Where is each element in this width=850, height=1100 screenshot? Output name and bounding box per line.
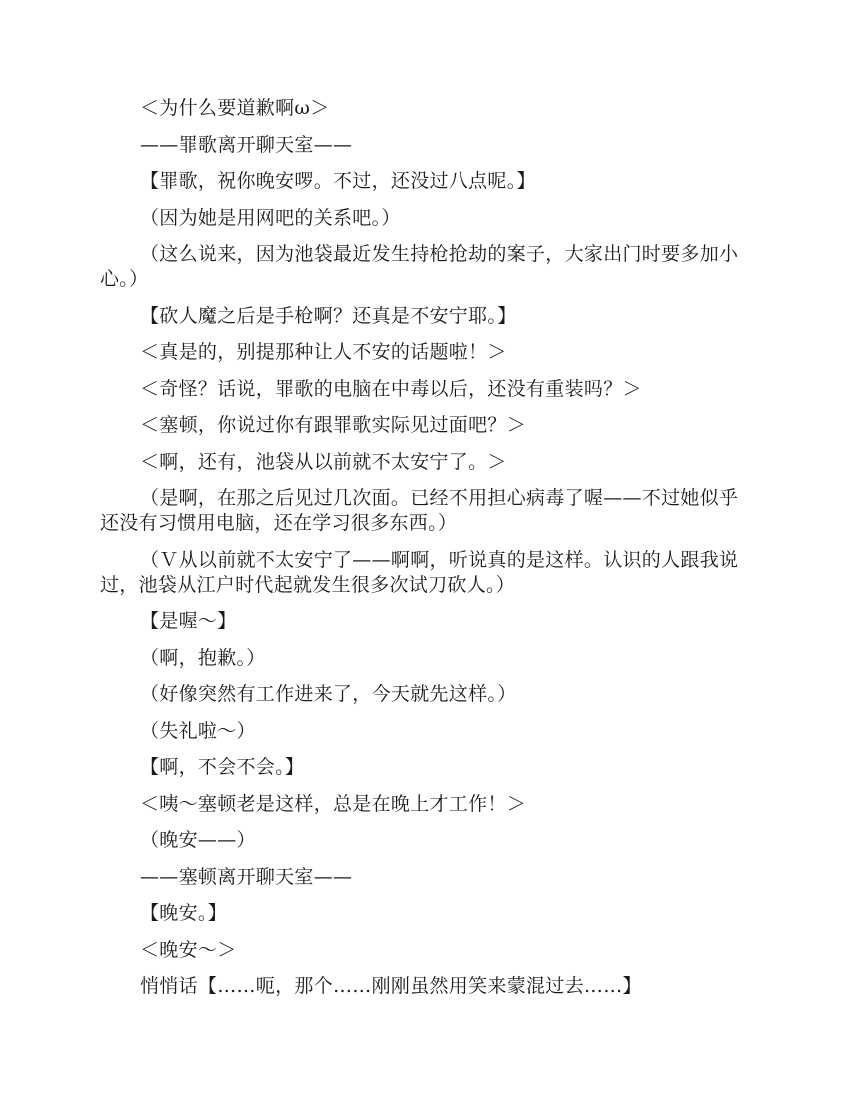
chat-line: （失礼啦～） [140,719,256,742]
chat-line: ＜奇怪？话说，罪歌的电脑在中毒以后，还没有重装吗？＞ [140,377,642,400]
chat-line: ＜啊，还有，池袋从以前就不太安宁了。＞ [140,450,507,473]
system-message: ——塞顿离开聊天室—— [140,865,353,888]
chat-line: （啊，抱歉。） [140,646,266,669]
chat-line: （好像突然有工作进来了，今天就先这样。） [140,683,517,705]
chat-line: 【是喔～】 [140,610,237,632]
chat-line: ＜真是的，别提那种让人不安的话题啦！＞ [140,341,507,363]
chat-line: ＜咦～塞顿老是这样，总是在晚上才工作！＞ [140,792,527,815]
system-message: ——罪歌离开聊天室—— [140,133,353,156]
chat-line: （这么说来，因为池袋最近发生持枪抢劫的案子，大家出门时要多加小心。） [100,243,739,290]
whisper-line: 悄悄话【……呃，那个……刚刚虽然用笑来蒙混过去……】 [140,975,642,997]
chat-line: ＜晚安～＞ [140,938,237,961]
chat-line: ＜为什么要道歉啊ω＞ [140,97,330,119]
chat-line: 【啊，不会不会。】 [140,756,305,778]
document-page [100,96,750,1011]
chat-line: 【罪歌，祝你晚安啰。不过，还没过八点呢。】 [140,170,536,192]
chat-line: （Ｖ从以前就不太安宁了——啊啊，听说真的是这样。认识的人跟我说过，池袋从江户时代起就发生很多次试刀砍人。） [100,548,739,596]
chat-line: （因为她是用网吧的关系吧。） [140,206,401,229]
chat-line: 【砍人魔之后是手枪啊？还真是不安宁耶。】 [140,304,517,327]
chat-line: ＜塞顿，你说过你有跟罪歌实际见过面吧？＞ [140,414,527,436]
chat-line: （晚安——） [140,829,256,851]
chat-line: 【晚安。】 [140,902,228,924]
chat-line: （是啊，在那之后见过几次面。已经不用担心病毒了喔——不过她似乎还没有习惯用电脑，还在学习很多东西。） [100,487,739,534]
